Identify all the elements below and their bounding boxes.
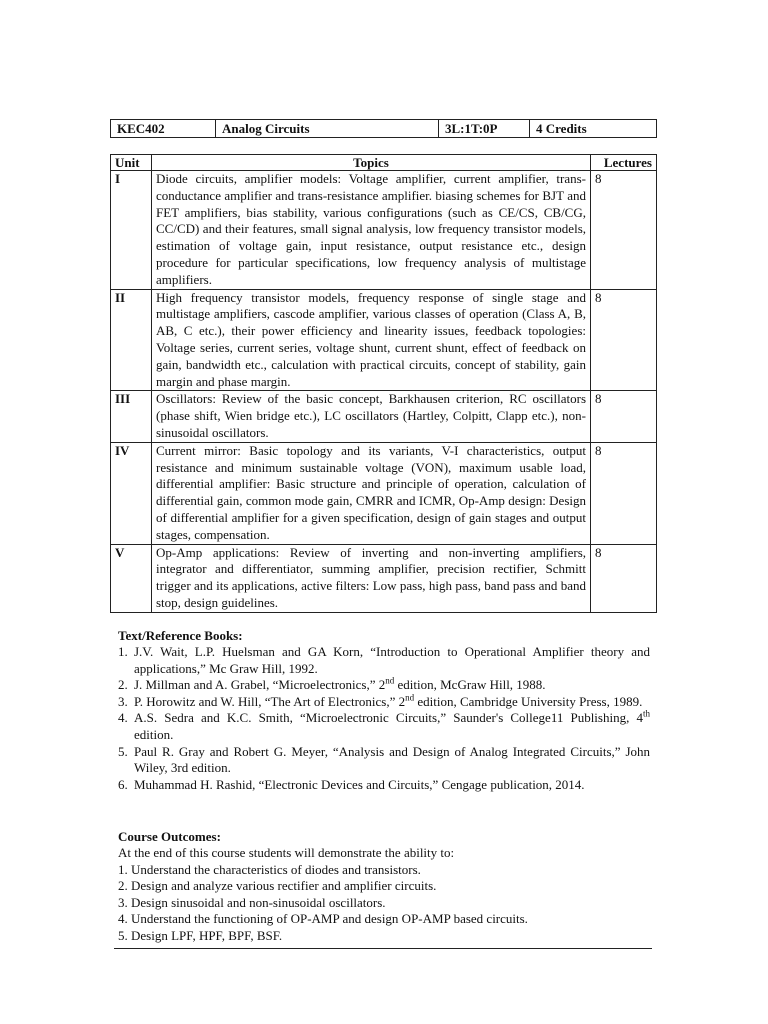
course-outcomes-intro: At the end of this course students will demonstrate the ability to: (118, 845, 455, 860)
list-item-number: 1. (118, 644, 128, 659)
list-item (118, 694, 650, 711)
column-header-topics: Topics (152, 155, 591, 171)
edition-superscript: th (642, 709, 650, 720)
edition-superscript: nd (385, 675, 395, 686)
book-text: J.V. Wait, L.P. Huelsman and GA Korn, “Introduction to Operational Amplifier theory and applications,” Mc Graw Hill, 1992. (134, 644, 650, 676)
book-text: P. Horowitz and W. Hill, “The Art of Electronics,” 2 (134, 693, 406, 709)
topics-cell: High frequency transistor models, frequency response of single stage and multistage amplifiers, cascode amplifier, various classes of operation (Class A, B, AB, C etc.), their power efficiency and linearity issues, feedback topologies: Voltage series, current series, voltage shunt, current shunt, effect of feedback on gain, bandwidth etc., calculation with practical circuits, concept of stability, gain margin and phase margin. (152, 289, 591, 391)
table-row (111, 544, 657, 612)
list-item: 1. Understand the characteristics of diodes and transistors. (118, 861, 421, 877)
list-item: 5. Design LPF, HPF, BPF, BSF. (118, 927, 283, 943)
bottom-divider (114, 948, 652, 949)
table-row (111, 442, 657, 544)
book-text: A.S. Sedra and K.C. Smith, “Microelectronic Circuits,” Saunder's College11 Publishing, 4 (134, 710, 643, 726)
course-ltp: 3L:1T:0P (439, 120, 530, 138)
table-row (111, 171, 657, 290)
list-item-number: 4. (118, 710, 128, 726)
topics-cell: Op-Amp applications: Review of inverting and non-inverting amplifiers, integrator and differentiator, summing amplifier, precision rectifier, Schmitt trigger and its applications, active filters: Low pass, high pass, band pass and band stop, design guidelines. (152, 544, 591, 612)
unit-cell: I (111, 171, 152, 290)
list-item: 2. Design and analyze various rectifier and amplifier circuits. (118, 878, 437, 894)
course-title: Analog Circuits (216, 120, 439, 138)
column-header-lectures: Lectures (591, 155, 657, 171)
lectures-cell: 8 (591, 289, 657, 391)
reference-books-list (118, 644, 650, 793)
unit-cell: II (111, 289, 152, 391)
course-code: KEC402 (111, 120, 216, 138)
table-row (111, 391, 657, 442)
course-credits: 4 Credits (530, 120, 657, 138)
list-item-number: 3. (118, 693, 128, 709)
reference-books-heading: Text/Reference Books: (118, 628, 243, 643)
edition-superscript: nd (405, 692, 415, 703)
lectures-cell: 8 (591, 391, 657, 442)
course-outcomes-heading: Course Outcomes: (118, 829, 221, 844)
course-outcomes-section (118, 828, 650, 945)
list-item: 3. Design sinusoidal and non-sinusoidal oscillators. (118, 894, 386, 910)
course-header-table (110, 119, 657, 138)
syllabus-table (110, 154, 657, 613)
unit-cell: IV (111, 442, 152, 544)
course-header-row (111, 120, 657, 138)
reference-books-section (118, 627, 650, 793)
list-item-number: 5. (118, 743, 128, 759)
topics-cell: Diode circuits, amplifier models: Voltage amplifier, current amplifier, trans-conductance amplifier and trans-resistance amplifier. biasing schemes for BJT and FET amplifiers, bias stability, various configurations (such as CE/CS, CB/CG, CC/CD) and their features, small signal analysis, low frequency transistor models, estimation of voltage gain, input resistance, output resistance etc., design procedure for particular specifications, low frequency analysis of multistage amplifiers. (152, 171, 591, 290)
book-text: J. Millman and A. Grabel, “Microelectronics,” 2 (134, 677, 386, 693)
list-item-number: 2. (118, 677, 128, 693)
book-text-rest: edition, Cambridge University Press, 1989. (414, 693, 643, 709)
list-item: 4. Understand the functioning of OP-AMP and design OP-AMP based circuits. (118, 911, 528, 927)
list-item (118, 644, 650, 677)
lectures-cell: 8 (591, 442, 657, 544)
list-item (118, 710, 650, 743)
topics-cell: Current mirror: Basic topology and its variants, V-I characteristics, output resistance and minimum sustainable voltage (VON), maximum usable load, differential amplifier: Basic structure and principle of operation, calculation of differential gain, common mode gain, CMRR and ICMR, Op-Amp design: Design of differential amplifier for a given specification, design of gain stages and output stages, compensation. (152, 442, 591, 544)
book-text: Muhammad H. Rashid, “Electronic Devices and Circuits,” Cengage publication, 2014. (134, 776, 585, 792)
unit-cell: III (111, 391, 152, 442)
list-item (118, 777, 650, 794)
lectures-cell: 8 (591, 171, 657, 290)
table-row (111, 289, 657, 391)
list-item (118, 677, 650, 694)
book-text-rest: edition. (134, 726, 174, 742)
column-header-unit: Unit (111, 155, 152, 171)
topics-cell: Oscillators: Review of the basic concept, Barkhausen criterion, RC oscillators (phase shift, Wien bridge etc.), LC oscillators (Hartley, Colpitt, Clapp etc.), non-sinusoidal oscillators. (152, 391, 591, 442)
syllabus-header-row (111, 155, 657, 171)
list-item-number: 6. (118, 776, 128, 792)
unit-cell: V (111, 544, 152, 612)
book-text-rest: edition, McGraw Hill, 1988. (394, 677, 546, 693)
lectures-cell: 8 (591, 544, 657, 612)
book-text: Paul R. Gray and Robert G. Meyer, “Analysis and Design of Analog Integrated Circuits,” John Wiley, 3rd edition. (134, 743, 650, 776)
list-item (118, 744, 650, 777)
